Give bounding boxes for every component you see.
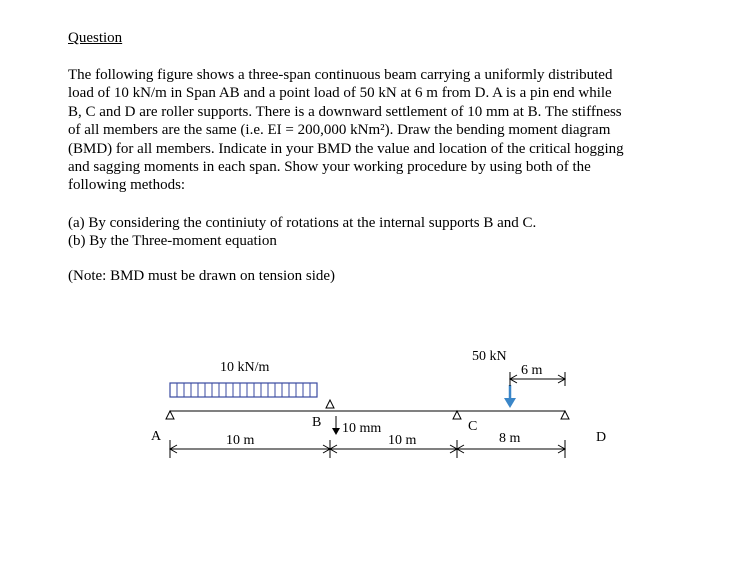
support-b-label: B — [312, 415, 322, 430]
statement-line: and sagging moments in each span. Show your working procedure by using both of the — [68, 159, 591, 176]
span-ab-label: 10 m — [226, 433, 255, 448]
statement-line: load of 10 kN/m in Span AB and a point load of 50 kN at 6 m from D. A is a pin end while — [68, 85, 612, 102]
question-heading: Question — [68, 30, 123, 46]
statement-line: The following figure shows a three-span continuous beam carrying a uniformly distributed — [68, 67, 613, 83]
statement-line: following methods: — [68, 177, 186, 194]
settlement-arrow-icon — [332, 416, 340, 435]
statement-line: of all members are the same (i.e. EI = 200,000 kNm²). Draw the bending moment diagram — [68, 122, 611, 139]
span-bc-label: 10 m — [388, 433, 417, 448]
load-distance-label: 6 m — [521, 363, 543, 378]
span-cd-label: 8 m — [499, 431, 521, 446]
support-c-icon — [453, 411, 461, 419]
method-item-a: (a) By considering the continiuty of rotations at the internal supports B and C. — [68, 215, 537, 231]
udl-block — [170, 383, 317, 397]
support-a-label: A — [151, 429, 162, 444]
support-c-label: C — [468, 419, 478, 434]
method-item-b: (b) By the Three-moment equation — [68, 233, 277, 250]
support-d-label: D — [596, 430, 607, 445]
point-load-arrow-icon — [504, 385, 516, 408]
point-load-label: 50 kN — [472, 349, 507, 364]
note-text: (Note: BMD must be drawn on tension side) — [68, 268, 336, 284]
udl-label: 10 kN/m — [220, 360, 270, 375]
statement-line: (BMD) for all members. Indicate in your BMD the value and location of the critical hogging — [68, 140, 624, 157]
settlement-label: 10 mm — [342, 421, 382, 436]
support-d-icon — [561, 411, 569, 419]
support-b-icon — [326, 400, 334, 408]
support-a-icon — [166, 411, 174, 419]
statement-line: B, C and D are roller supports. There is a downward settlement of 10 mm at B. The stiffness — [68, 103, 622, 120]
